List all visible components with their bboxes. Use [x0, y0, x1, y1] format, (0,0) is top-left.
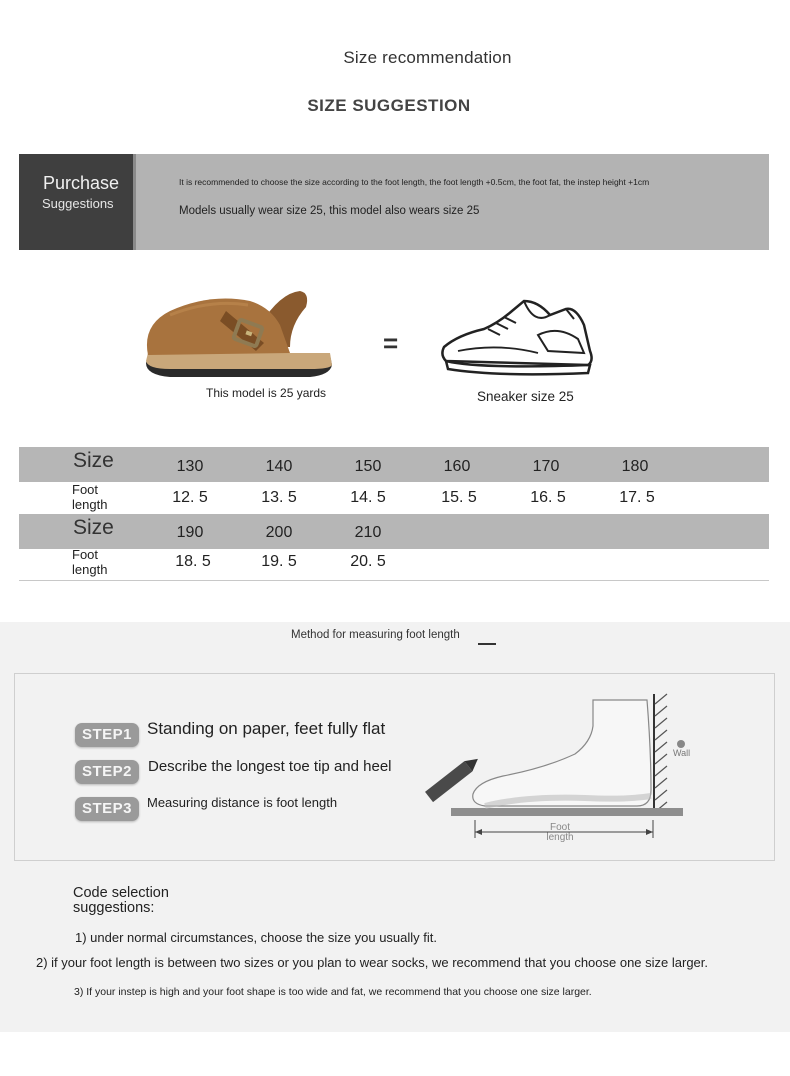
method-dash [478, 643, 496, 645]
sneaker-image [438, 295, 598, 380]
code-suggestion-2: 2) if your foot length is between two sizes or you plan to wear socks, we recommend that you choose one size larger. [36, 955, 709, 970]
size-cell: 170 [532, 458, 560, 475]
equals-sign: = [383, 328, 399, 358]
length-cell: 18. 5 [175, 553, 211, 570]
length-cell: 14. 5 [350, 489, 386, 506]
step1-text: Standing on paper, feet fully flat [147, 719, 386, 738]
length-cell: 13. 5 [261, 489, 297, 506]
length-cell: 19. 5 [261, 553, 297, 570]
size-cell: 140 [265, 458, 293, 475]
size-label: Size [73, 449, 114, 472]
size-cell: 180 [621, 458, 649, 475]
purchase-advice-text: It is recommended to choose the size according to the foot length, the foot length +0.5cm, the foot fat, the instep height +1cm [179, 177, 650, 187]
foot-length-label: Foot length [72, 482, 108, 512]
size-cell: 210 [354, 524, 382, 541]
code-suggestion-3: 3) If your instep is high and your foot shape is too wide and fat, we recommend that you choose one size larger. [74, 986, 592, 998]
step3-badge: STEP3 [75, 797, 139, 821]
size-cell: 150 [354, 458, 382, 475]
length-cell: 17. 5 [619, 489, 655, 506]
step3-text: Measuring distance is foot length [147, 795, 338, 810]
clog-image [140, 285, 340, 385]
step1-badge: STEP1 [75, 723, 139, 747]
step2-text: Describe the longest toe tip and heel [148, 758, 392, 775]
size-label: Size [73, 516, 114, 539]
table-bottom-rule [19, 580, 769, 581]
size-cell: 160 [443, 458, 471, 475]
length-cell: 15. 5 [441, 489, 477, 506]
length-cell: 16. 5 [530, 489, 566, 506]
purchase-title: Purchase [43, 173, 120, 193]
page-subtitle: SIZE SUGGESTION [307, 96, 471, 115]
wall-label: Wall [673, 748, 691, 758]
size-cell: 130 [176, 458, 204, 475]
length-cell: 20. 5 [350, 553, 386, 570]
purchase-model-text: Models usually wear size 25, this model also wears size 25 [179, 205, 480, 217]
code-selection-title: Code selection suggestions: [73, 885, 169, 916]
page-title: Size recommendation [343, 48, 512, 67]
sneaker-caption: Sneaker size 25 [477, 389, 574, 404]
purchase-subtitle: Suggestions [42, 196, 114, 211]
foot-length-label: Foot length [72, 547, 108, 577]
code-suggestion-1: 1) under normal circumstances, choose the size you usually fit. [75, 930, 438, 945]
size-cell: 200 [265, 524, 293, 541]
foot-length-diagram-label: Foot length [546, 822, 574, 843]
length-cell: 12. 5 [172, 489, 208, 506]
clog-caption: This model is 25 yards [206, 386, 327, 400]
method-title: Method for measuring foot length [291, 629, 460, 641]
step2-badge: STEP2 [75, 760, 139, 784]
size-cell: 190 [176, 524, 204, 541]
